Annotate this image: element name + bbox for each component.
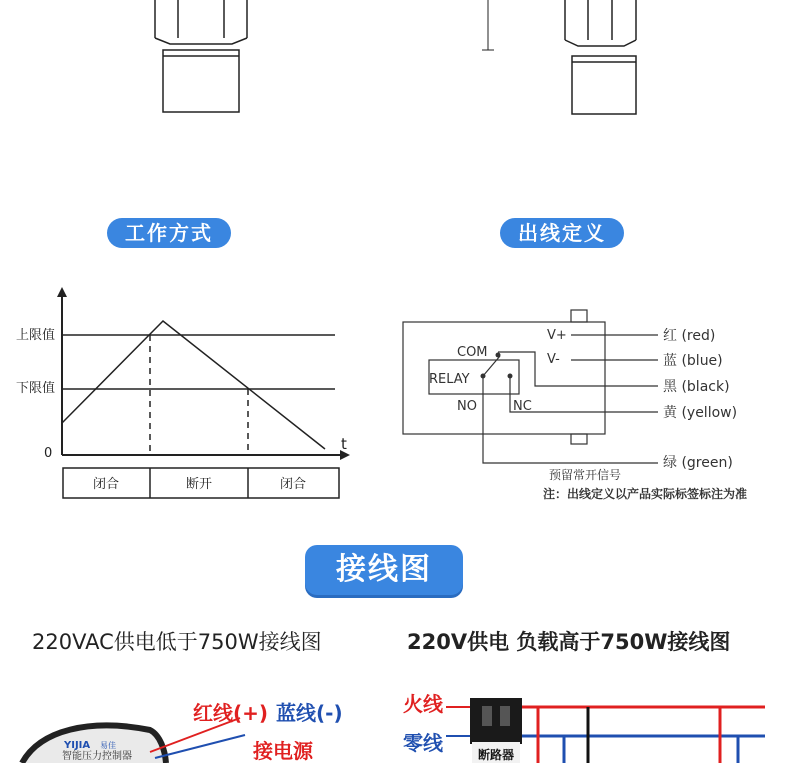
pin-vminus-label: V-	[547, 352, 560, 367]
state-open: 断开	[185, 477, 213, 492]
zero-label: 0	[44, 446, 53, 461]
wire-blue: 蓝 (blue)	[663, 353, 723, 369]
nc-label: NC	[513, 399, 532, 414]
wire-green: 绿 (green)	[663, 455, 733, 471]
red-wire-label: 红线(+)	[193, 701, 269, 725]
left-sensor-outline	[155, 0, 247, 112]
breaker-icon	[470, 698, 522, 744]
neutral-wire-label: 零线	[403, 731, 443, 755]
right-wiring-title: 220V供电 负载高于750W接线图	[407, 630, 731, 654]
relay-label: RELAY	[429, 372, 470, 387]
brand-desc: 智能压力控制器	[62, 751, 132, 762]
sensor-drawings	[0, 0, 800, 130]
time-axis-label: t	[341, 435, 347, 453]
wire-definition-diagram	[395, 300, 795, 510]
section-title-working-mode: 工作方式	[107, 218, 231, 248]
breaker-label: 断路器	[477, 748, 515, 762]
section-title-wiring-diagram: 接线图	[305, 545, 463, 595]
upper-limit-label: 上限值	[16, 328, 56, 343]
pin-vplus-label: V+	[547, 328, 567, 343]
power-label: 接电源	[253, 739, 313, 763]
wire-yellow: 黄 (yellow)	[663, 405, 738, 421]
live-wire-label: 火线	[403, 692, 443, 716]
blue-wire-label: 蓝线(-)	[276, 701, 343, 725]
right-wiring-diagram	[390, 680, 800, 763]
wire-red: 红 (red)	[663, 328, 716, 344]
lower-limit-label: 下限值	[16, 381, 56, 396]
working-mode-chart	[0, 285, 380, 505]
wire-definition-note: 注：出线定义以产品实际标签标注为准	[543, 487, 748, 501]
state-closed-2: 闭合	[279, 477, 307, 492]
right-sensor-outline	[482, 0, 636, 114]
left-wiring-title: 220VAC供电低于750W接线图	[32, 630, 322, 654]
wire-black: 黑 (black)	[663, 379, 730, 395]
reserved-signal-label: 预留常开信号	[549, 468, 622, 482]
section-title-wire-definition: 出线定义	[500, 218, 624, 248]
brand-cn: 易佳	[100, 741, 116, 750]
state-closed-1: 闭合	[92, 477, 120, 492]
pressure-curve	[62, 321, 325, 449]
no-label: NO	[457, 399, 477, 414]
brand-logo: YIJIA	[64, 740, 91, 751]
com-label: COM	[457, 345, 488, 360]
